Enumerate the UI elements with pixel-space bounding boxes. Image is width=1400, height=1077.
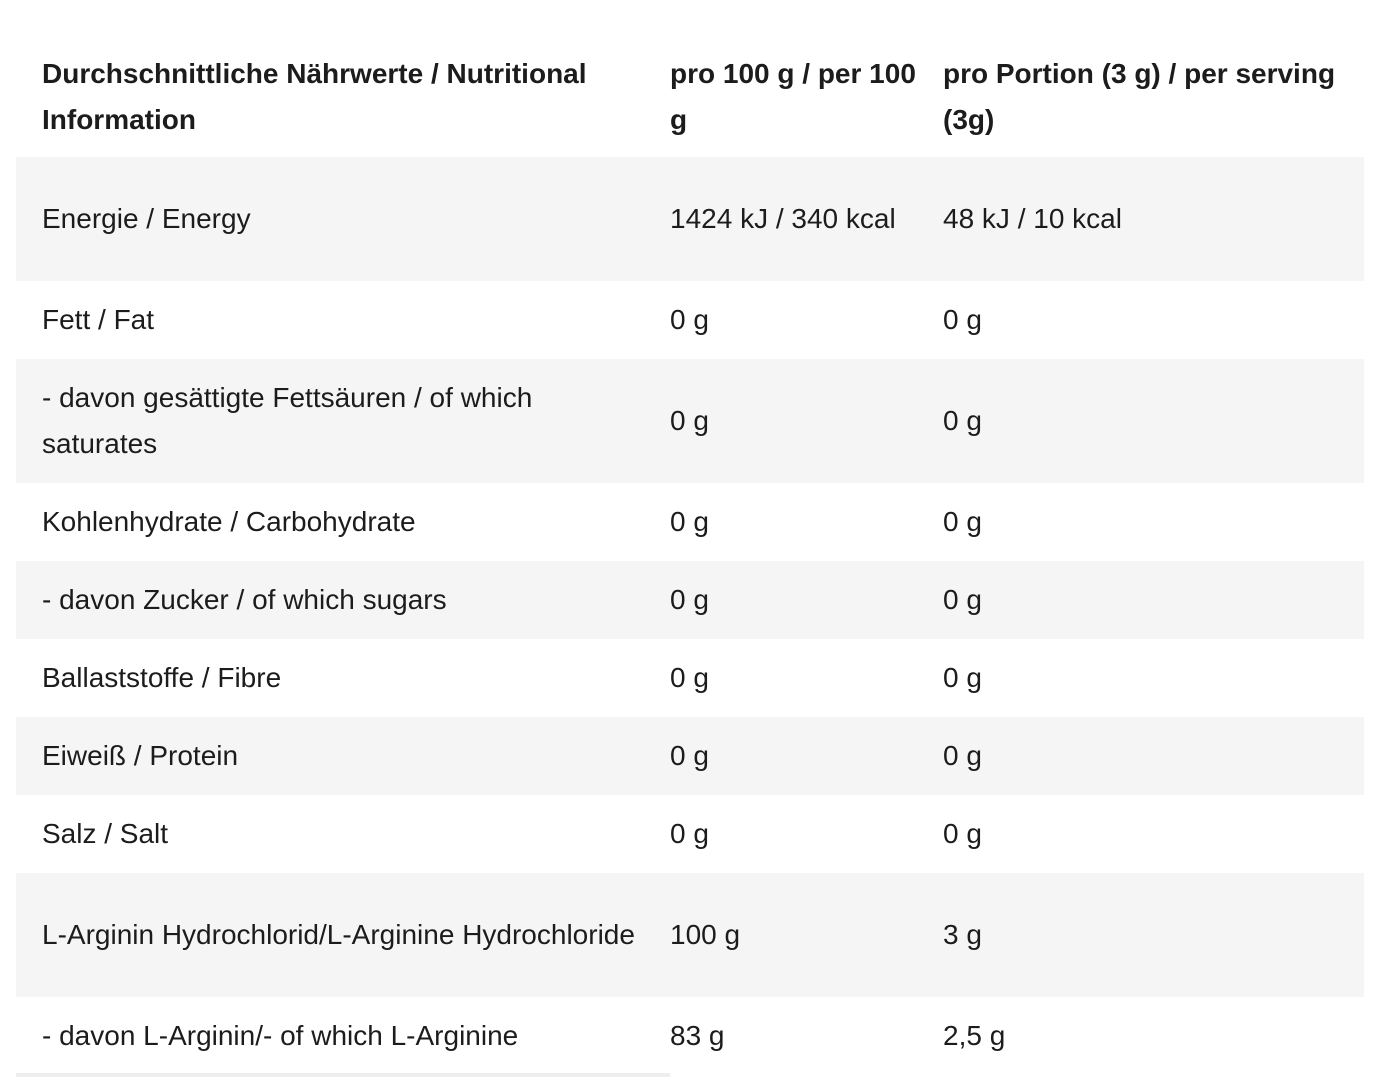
- per-serving-cell: 0 g: [943, 506, 982, 537]
- table-row: [16, 281, 1364, 359]
- table-row: [16, 795, 1364, 873]
- table-header-row: [16, 37, 1364, 157]
- nutrition-table: [16, 37, 1364, 1075]
- table-row: [16, 359, 1364, 483]
- nutrient-cell: Ballaststoffe / Fibre: [42, 662, 282, 693]
- nutrient-cell: - davon Zucker / of which sugars: [42, 584, 447, 615]
- table-row: [16, 157, 1364, 281]
- header-cell-nutrient: Durchschnittliche Nährwerte / Nutritional Information: [42, 58, 587, 135]
- nutrient-cell: Fett / Fat: [42, 304, 155, 335]
- per-100g-cell: 100 g: [670, 919, 741, 950]
- table-row: [16, 997, 1364, 1075]
- per-serving-cell: 2,5 g: [943, 1020, 1006, 1051]
- nutrient-cell: Eiweiß / Protein: [42, 740, 239, 771]
- per-serving-cell: 0 g: [943, 405, 982, 436]
- per-100g-cell: 83 g: [670, 1020, 725, 1051]
- per-100g-cell: 1424 kJ / 340 kcal: [670, 203, 896, 234]
- nutrient-cell: Kohlenhydrate / Carbohydrate: [42, 506, 416, 537]
- per-100g-cell: 0 g: [670, 506, 709, 537]
- header-cell-per-serving: pro Portion (3 g) / per serving (3g): [943, 58, 1336, 135]
- table-row: [16, 561, 1364, 639]
- table-row: [16, 483, 1364, 561]
- nutrient-cell: Energie / Energy: [42, 203, 251, 234]
- per-serving-cell: 0 g: [943, 584, 982, 615]
- per-100g-cell: 0 g: [670, 662, 709, 693]
- per-serving-cell: 48 kJ / 10 kcal: [943, 203, 1122, 234]
- per-serving-cell: 0 g: [943, 818, 982, 849]
- per-serving-cell: 3 g: [943, 919, 982, 950]
- nutrient-cell: - davon gesättigte Fettsäuren / of which saturates: [42, 382, 533, 459]
- table-row: [16, 873, 1364, 997]
- table-row: [16, 639, 1364, 717]
- nutrient-cell: L-Arginin Hydrochlorid/L-Arginine Hydrochloride: [42, 919, 635, 950]
- per-100g-cell: 0 g: [670, 740, 709, 771]
- per-serving-cell: 0 g: [943, 304, 982, 335]
- header-cell-per-100g: pro 100 g / per 100 g: [670, 58, 916, 135]
- per-100g-cell: 0 g: [670, 818, 709, 849]
- per-100g-cell: 0 g: [670, 304, 709, 335]
- per-serving-cell: 0 g: [943, 740, 982, 771]
- nutrient-cell: Salz / Salt: [42, 818, 169, 849]
- per-100g-cell: 0 g: [670, 405, 709, 436]
- table-row: [16, 717, 1364, 795]
- per-serving-cell: 0 g: [943, 662, 982, 693]
- nutrient-cell: - davon L-Arginin/- of which L-Arginine: [42, 1020, 519, 1051]
- next-row-edge: [16, 1073, 670, 1077]
- per-100g-cell: 0 g: [670, 584, 709, 615]
